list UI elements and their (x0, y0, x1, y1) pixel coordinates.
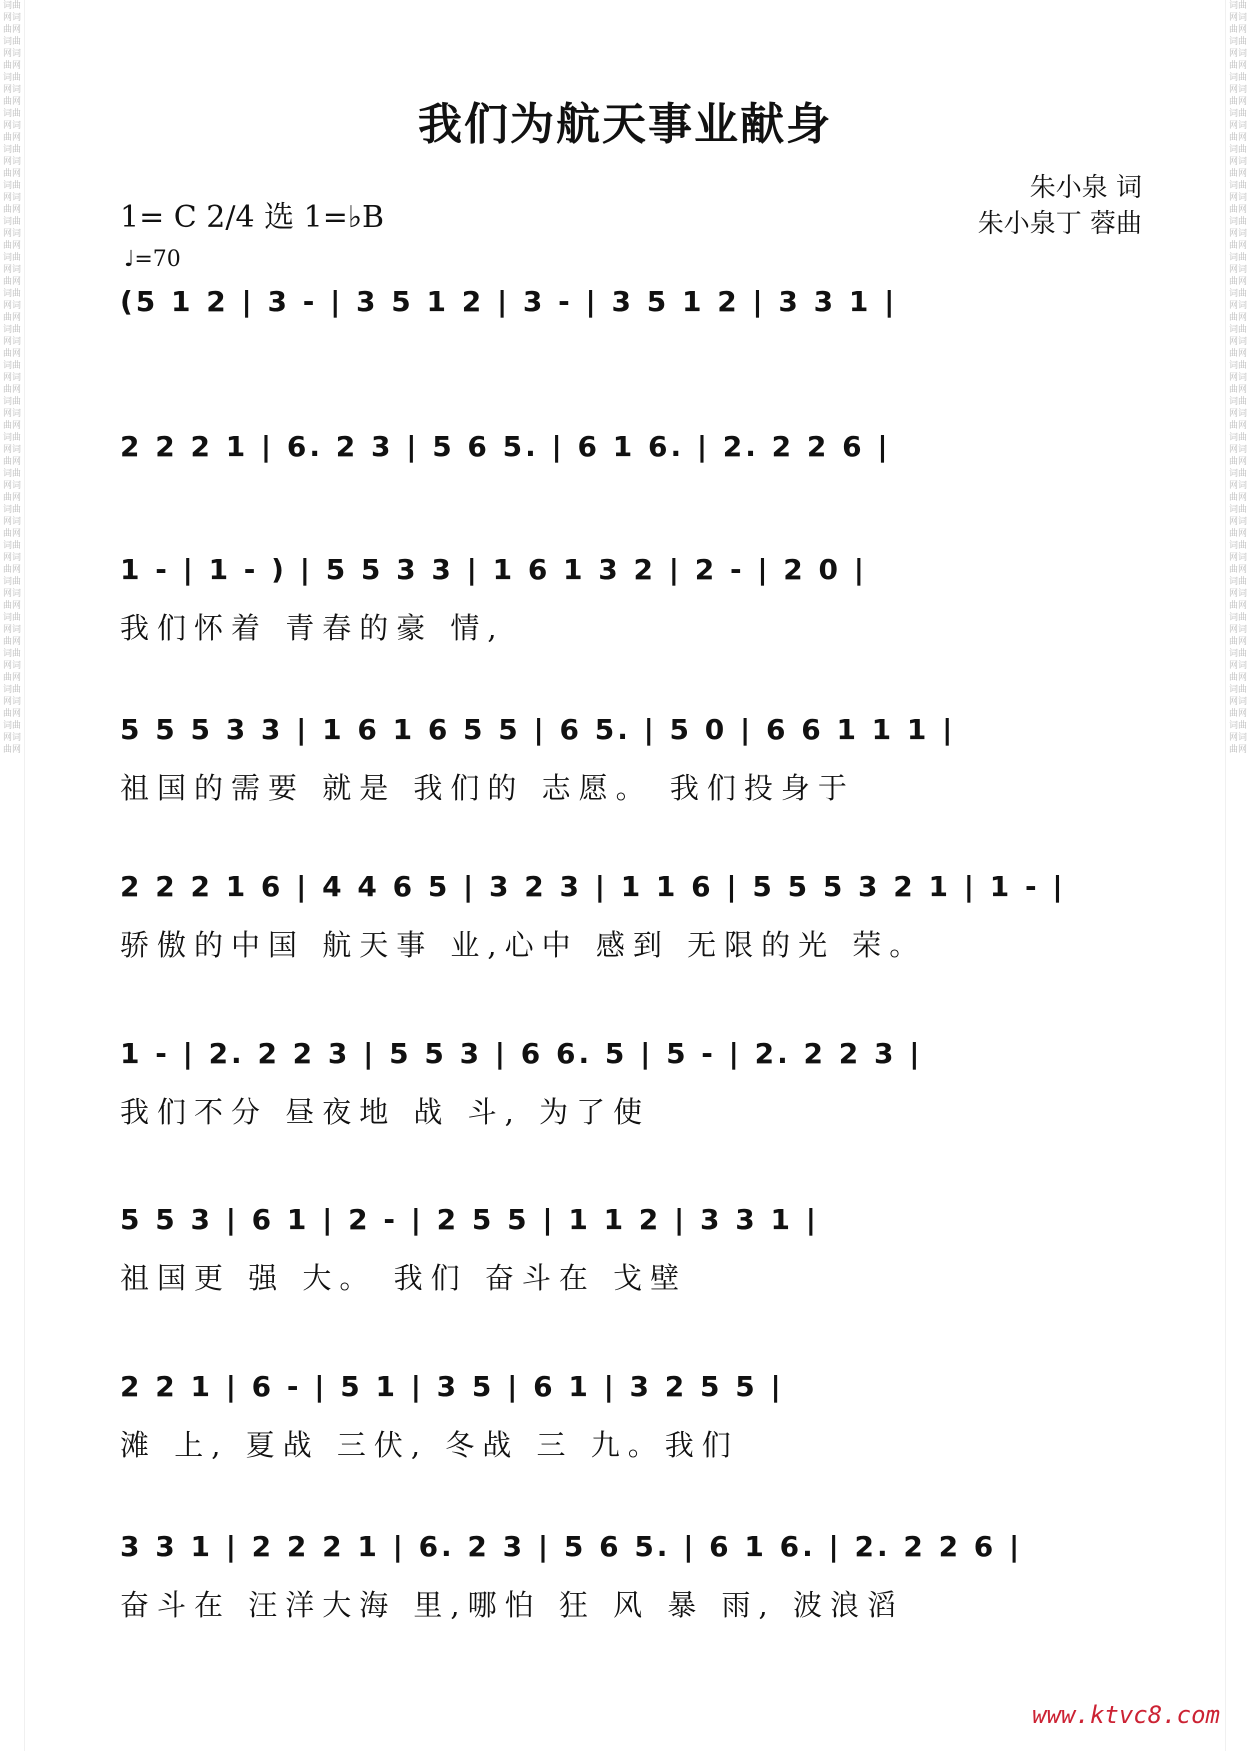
score-system (120, 713, 1150, 807)
notation-line: 3 3 1 | 2 2 2 1 | 6. 2 3 | 5 6 5. | 6 1 6. | 2. 2 2 6 | (120, 1530, 1023, 1563)
notation-line: 1 - | 1 - ) | 5 5 3 3 | 1 6 1 3 2 | 2 - | 2 0 | (120, 553, 867, 586)
lyrics-line: 祖国的需要 就是 我们的 志愿。 我们投身于 (120, 771, 855, 805)
credits (978, 170, 1142, 242)
key-signature: 1= C 2/4 选 1=♭B (120, 200, 385, 235)
score-system (120, 1370, 1150, 1464)
lyrics-line: 我们不分 昼夜地 战 斗, 为了使 (120, 1095, 651, 1129)
lyrics-line: 我们怀着 青春的豪 情, (120, 611, 505, 645)
score-system (120, 1530, 1150, 1624)
notation-line: (5 1 2 | 3 - | 3 5 1 2 | 3 - | 3 5 1 2 | 3 3 1 | (120, 285, 898, 318)
lyrics-line: 奋斗在 汪洋大海 里,哪怕 狂 风 暴 雨, 波浪滔 (120, 1588, 904, 1622)
composer: 朱小泉丁 蓉曲 (977, 209, 1142, 239)
lyrics-line: 骄傲的中国 航天事 业,心中 感到 无限的光 荣。 (120, 928, 927, 962)
notation-line: 1 - | 2. 2 2 3 | 5 5 3 | 6 6. 5 | 5 - | 2. 2 2 3 | (120, 1037, 923, 1070)
song-title: 我们为航天事业献身 (418, 99, 832, 150)
tempo-mark: ♩=70 (124, 247, 181, 272)
side-watermark-left: 词曲网词曲网词曲网词曲网词曲网词曲网词曲网词曲网词曲网词曲网词曲网词曲网词曲网词曲网词曲网词曲网词曲网词曲网词曲网词曲网词曲网词曲网词曲网词曲网词曲网词曲网词曲网词曲网词曲网词曲网词曲网词曲网词曲网词曲网词曲网词曲网词曲网词曲网词曲网词曲网词曲网词曲网 (0, 0, 25, 1751)
score-system (120, 1037, 1150, 1131)
lyricist: 朱小泉 词 (1029, 173, 1142, 203)
score-system (120, 870, 1150, 964)
lyrics-line: 滩 上, 夏战 三伏, 冬战 三 九。我们 (120, 1428, 739, 1462)
score-system (120, 1203, 1150, 1297)
notation-line: 5 5 3 | 6 1 | 2 - | 2 5 5 | 1 1 2 | 3 3 1 | (120, 1203, 819, 1236)
side-watermark-right: 词曲网词曲网词曲网词曲网词曲网词曲网词曲网词曲网词曲网词曲网词曲网词曲网词曲网词曲网词曲网词曲网词曲网词曲网词曲网词曲网词曲网词曲网词曲网词曲网词曲网词曲网词曲网词曲网词曲网词曲网词曲网词曲网词曲网词曲网词曲网词曲网词曲网词曲网词曲网词曲网词曲网词曲网 (1225, 0, 1250, 1751)
notation-line: 5 5 5 3 3 | 1 6 1 6 5 5 | 6 5. | 5 0 | 6 6 1 1 1 | (120, 713, 956, 746)
lyrics-line: 祖国更 强 大。 我们 奋斗在 戈壁 (120, 1261, 688, 1295)
score-system (120, 285, 1150, 338)
site-watermark: www.ktvc8.com (1032, 1701, 1220, 1729)
score-system (120, 430, 1150, 483)
notation-line: 2 2 2 1 | 6. 2 3 | 5 6 5. | 6 1 6. | 2. 2 2 6 | (120, 430, 891, 463)
notation-line: 2 2 2 1 6 | 4 4 6 5 | 3 2 3 | 1 1 6 | 5 5 5 3 2 1 | 1 - | (120, 870, 1066, 903)
notation-line: 2 2 1 | 6 - | 5 1 | 3 5 | 6 1 | 3 2 5 5 | (120, 1370, 784, 1403)
score-system (120, 553, 1150, 647)
